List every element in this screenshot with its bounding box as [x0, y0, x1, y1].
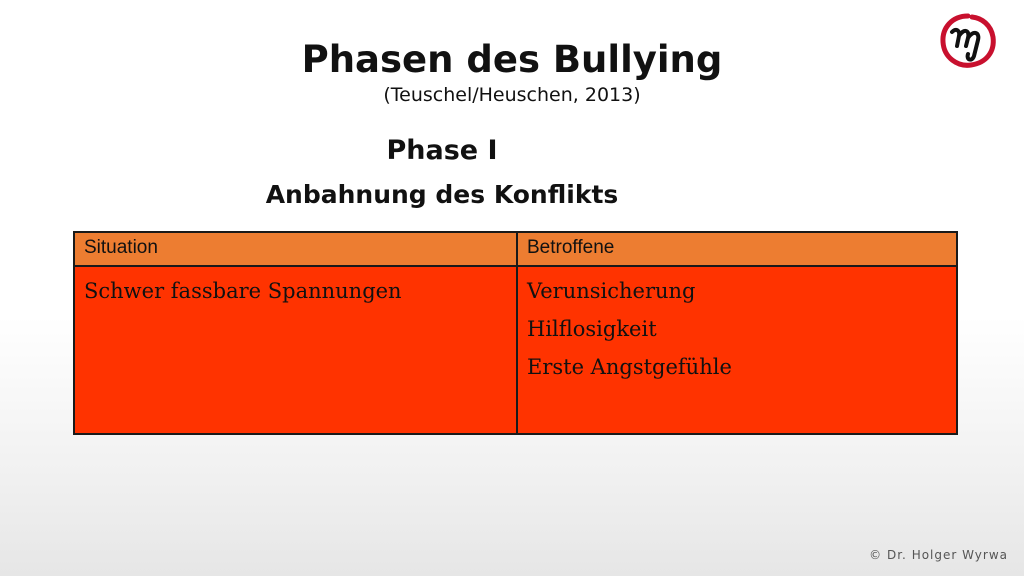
header-betroffene: Betroffene — [517, 232, 957, 266]
header-situation: Situation — [74, 232, 517, 266]
betroffene-item: Erste Angstgefühle — [527, 355, 732, 379]
phase-label: Phase I — [386, 135, 498, 166]
situation-item: Schwer fassbare Spannungen — [84, 279, 402, 303]
slide-title: Phasen des Bullying — [301, 38, 723, 81]
betroffene-item: Verunsicherung — [527, 279, 696, 303]
slide-subtitle: (Teuschel/Heuschen, 2013) — [383, 84, 641, 106]
table-row — [74, 266, 957, 434]
cell-situation — [74, 266, 517, 434]
cell-betroffene — [517, 266, 957, 434]
circle-logo-icon — [938, 12, 998, 70]
phase-table — [73, 231, 958, 435]
betroffene-item: Hilflosigkeit — [527, 317, 657, 341]
phase-name: Anbahnung des Konflikts — [265, 180, 619, 209]
table-header-row — [74, 232, 957, 266]
copyright-notice: © Dr. Holger Wyrwa — [869, 548, 1008, 562]
